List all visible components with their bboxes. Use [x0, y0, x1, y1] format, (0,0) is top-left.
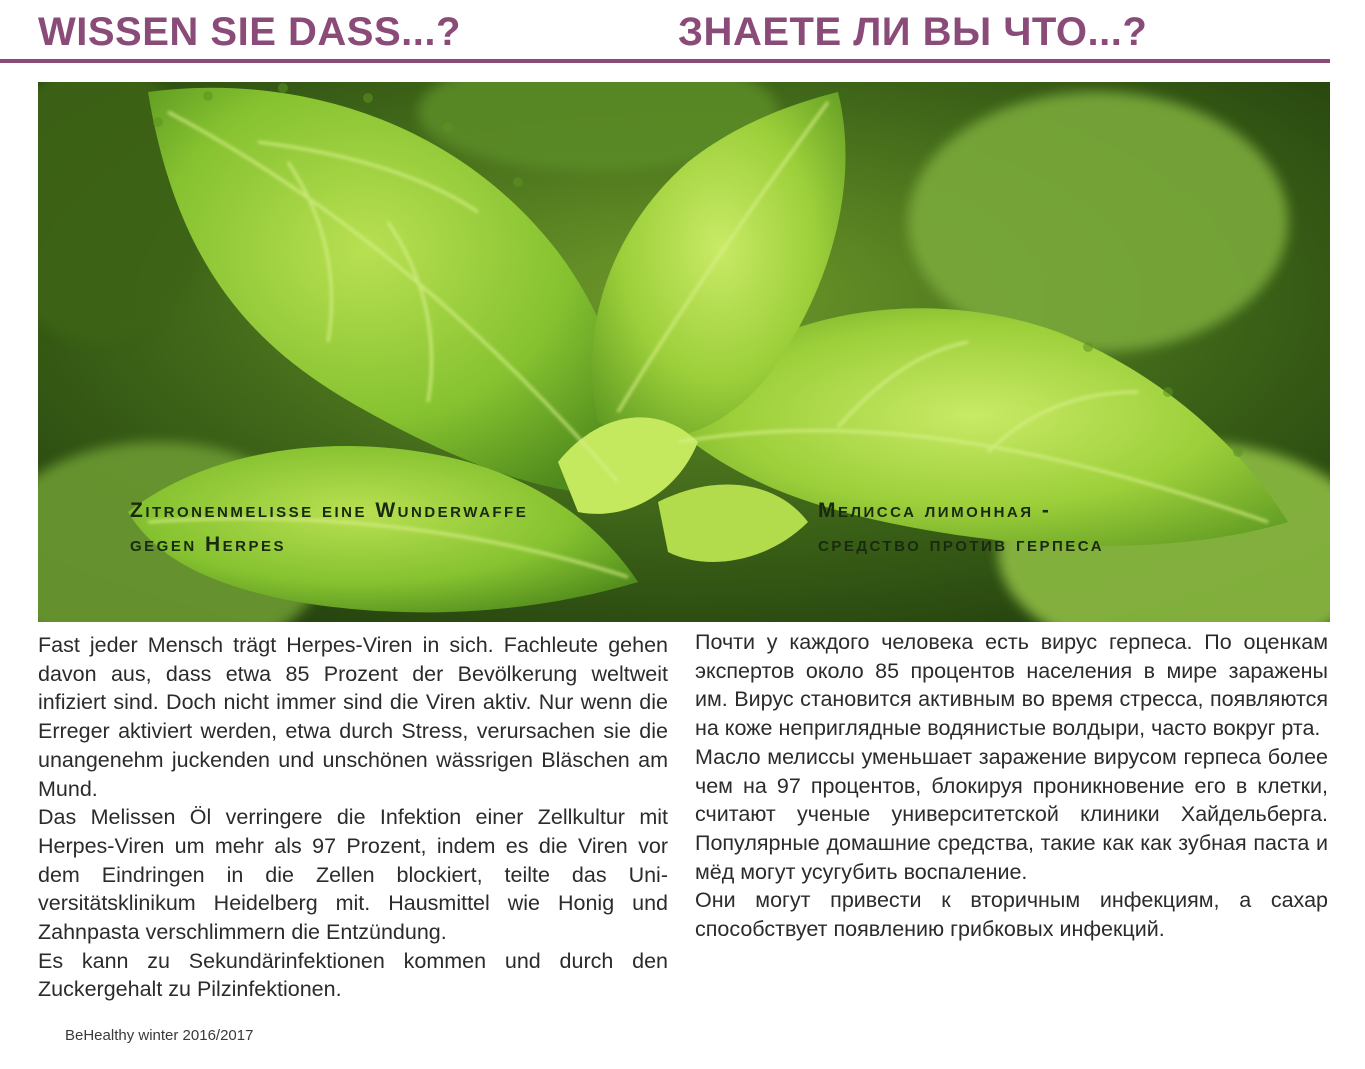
caption-russian-line1: Мелисса лимонная -	[818, 499, 1052, 522]
footer-credit: BeHealthy winter 2016/2017	[65, 1027, 254, 1044]
title-divider	[0, 59, 1330, 63]
paragraph: Es kann zu Sekundärinfektionen kommen und durch den Zuckergehalt zu Pilzinfektionen.	[38, 948, 668, 1002]
paragraph: Масло мелиссы уменьшает заражение вирусом герпеса более чем на 97 процентов, блокируя проникновение его в клетки, считают ученые университетской клиники Хайдельберга. Популярные домашние средства, такие как как зубная паста и мёд могут усугубить воспаление.	[695, 744, 1328, 884]
article-russian	[695, 628, 1328, 944]
title-german: WISSEN SIE DASS...?	[38, 10, 461, 54]
lemon-balm-photo	[38, 82, 1330, 622]
paragraph: Они могут привести к вторичным инфекциям, а сахар способствует появлению грибковых инфекций.	[695, 888, 1328, 942]
caption-russian	[818, 494, 1104, 562]
paragraph: Почти у каждого человека есть вирус герпеса. По оценкам экспертов около 85 процентов населения в мире заражены им. Вирус становится активным во время стресса, появляются на коже неприглядные водянистые волдыри, часто вокруг рта.	[695, 630, 1328, 741]
caption-german-line2: gegen Herpes	[130, 533, 287, 556]
caption-russian-line2: средство против герпеса	[818, 533, 1105, 556]
title-russian: ЗНАЕТЕ ЛИ ВЫ ЧТО...?	[678, 10, 1148, 54]
article-german	[38, 631, 668, 1004]
paragraph: Das Melissen Öl verringere die Infektion einer Zellkultur mit Herpes-Viren um mehr als 97 Prozent, indem es die Viren vor dem Eindringen in die Zellen blockiert, teilte das Universitätsklinikum Heidelberg mit. Hausmittel wie Honig und Zahnpasta verschlimmern die Entzündung.	[38, 805, 668, 945]
caption-german-line1: Zitronenmelisse eine Wunderwaffe	[130, 499, 529, 522]
caption-german	[130, 494, 528, 562]
paragraph: Fast jeder Mensch trägt Herpes-Viren in sich. Fachleute gehen davon aus, dass etwa 85 Prozent der Bevölkerung weltweit infiziert sind. Doch nicht immer sind die Viren aktiv. Nur wenn die Erreger aktiviert werden, etwa durch Stress, verursachen sie die unangenehm juckenden und unschönen wässrigen Bläschen am Mund.	[38, 633, 668, 801]
